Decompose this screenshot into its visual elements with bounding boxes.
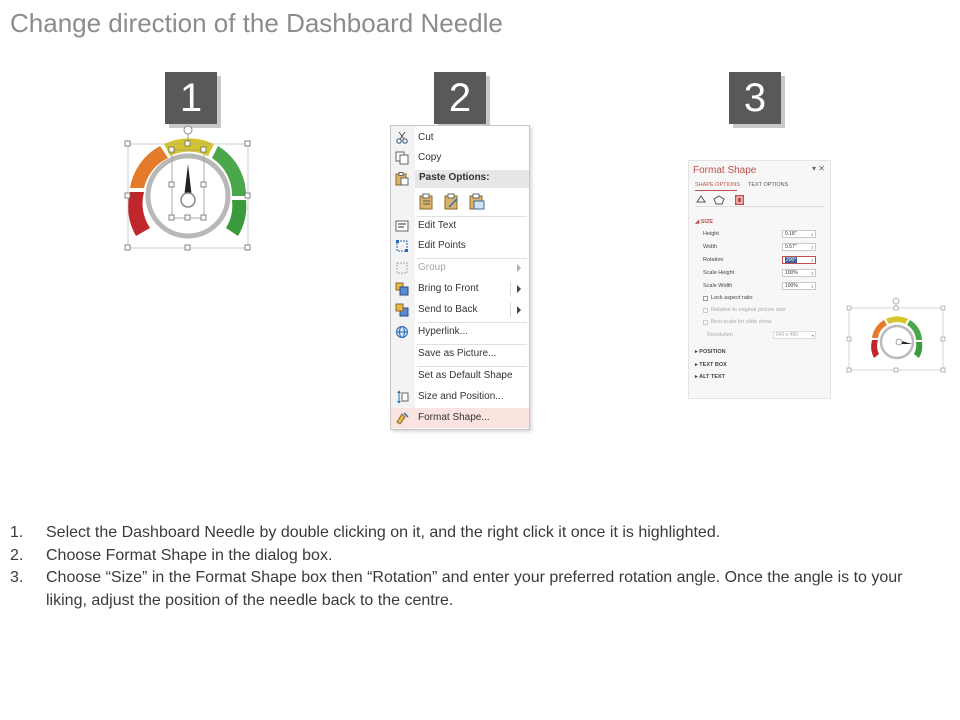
send-to-back-icon (395, 303, 409, 317)
effects-icon (714, 196, 724, 204)
lock-aspect-checkbox[interactable] (703, 296, 708, 301)
format-shape-panel (688, 160, 831, 399)
paste-options-row (415, 190, 529, 214)
tab-text-options[interactable]: TEXT OPTIONS (748, 182, 789, 188)
format-panel-title: Format Shape (693, 165, 757, 176)
edit-text-icon (395, 219, 409, 233)
dashboard-gauge-rotated[interactable] (846, 296, 946, 374)
resolution-select: 640 x 480 ▾ (773, 331, 816, 339)
paste-picture-icon[interactable] (468, 193, 486, 211)
size-position-icon (395, 390, 409, 404)
step-badge-3: 3 (729, 72, 781, 124)
section-text-box[interactable]: ▸ TEXT BOX (695, 362, 727, 368)
chevron-right-icon (517, 264, 521, 272)
paste-merge-icon[interactable] (443, 193, 461, 211)
hyperlink-icon (395, 325, 409, 339)
chevron-right-icon (517, 306, 521, 314)
menu-item-set-default-shape[interactable]: Set as Default Shape (418, 370, 513, 381)
section-position[interactable]: ▸ POSITION (695, 349, 726, 355)
edit-points-icon (395, 239, 409, 253)
paste-keep-formatting-icon[interactable] (418, 193, 436, 211)
page-title: Change direction of the Dashboard Needle (10, 8, 503, 38)
menu-item-format-shape[interactable]: Format Shape... (391, 408, 529, 428)
rotation-input[interactable]: 200° ⇕ (782, 256, 816, 264)
instruction-item: 3. Choose “Size” in the Format Shape box then “Rotation” and enter your preferred rotation angle. Once the angle is to your liking, adjust the position of the needle back to the centre. (10, 569, 903, 609)
menu-item-group: Group (391, 258, 529, 278)
menu-item-bring-to-front[interactable]: Bring to Front (391, 279, 529, 299)
best-scale-label: Best scale for slide show (711, 319, 772, 325)
scale-height-input[interactable]: 100% ⇕ (782, 269, 816, 277)
best-scale-checkbox (703, 320, 708, 325)
field-label-scale-height: Scale Height (703, 270, 735, 276)
group-icon (395, 261, 409, 275)
instruction-item: 1. Select the Dashboard Needle by double clicking on it, and the right click it once it is highlighted. (10, 524, 721, 541)
copy-icon (395, 151, 409, 165)
menu-item-hyperlink[interactable]: Hyperlink... (391, 322, 529, 342)
bring-to-front-icon (395, 282, 409, 296)
menu-item-send-to-back[interactable]: Send to Back (391, 300, 529, 320)
lock-aspect-label: Lock aspect ratio (711, 295, 753, 301)
field-label-height: Height (703, 231, 719, 237)
tab-shape-options[interactable]: SHAPE OPTIONS (695, 182, 740, 188)
menu-item-edit-points[interactable]: Edit Points (391, 236, 529, 256)
menu-item-edit-text[interactable]: Edit Text (391, 216, 529, 236)
context-menu (390, 125, 530, 430)
paste-options-header: Paste Options: (415, 170, 529, 188)
menu-item-save-as-picture[interactable]: Save as Picture... (418, 348, 497, 359)
panel-controls[interactable]: ▾ ✕ (812, 164, 825, 173)
instructions-list (10, 522, 940, 612)
scissors-icon (395, 131, 409, 145)
format-shape-icon (395, 411, 409, 425)
dashboard-gauge-selected[interactable] (122, 124, 254, 254)
scale-width-input[interactable]: 100% ⇕ (782, 282, 816, 290)
instruction-item: 2. Choose Format Shape in the dialog box. (10, 546, 333, 564)
field-label-width: Width (703, 244, 718, 250)
menu-item-cut[interactable]: Cut (391, 128, 529, 148)
step-badge-1: 1 (165, 72, 217, 124)
relative-size-checkbox (703, 308, 708, 313)
section-size[interactable]: ◢ SIZE (695, 219, 713, 225)
field-label-scale-width: Scale Width (703, 283, 733, 289)
field-label-rotation: Rotation (703, 257, 724, 263)
fill-line-icon (697, 196, 705, 202)
chevron-right-icon (517, 285, 521, 293)
step-badge-2: 2 (434, 72, 486, 124)
menu-item-size-and-position[interactable]: Size and Position... (391, 387, 529, 407)
paste-icon (395, 172, 409, 186)
resolution-label: Resolution (707, 332, 733, 338)
section-alt-text[interactable]: ▸ ALT TEXT (695, 374, 725, 380)
panel-category-icons[interactable] (695, 194, 751, 206)
relative-size-label: Relative to original picture size (711, 307, 786, 313)
menu-item-copy[interactable]: Copy (391, 148, 529, 168)
size-properties-icon (735, 195, 744, 205)
height-input[interactable]: 0.18" ⇕ (782, 230, 816, 238)
width-input[interactable]: 0.57" ⇕ (782, 243, 816, 251)
